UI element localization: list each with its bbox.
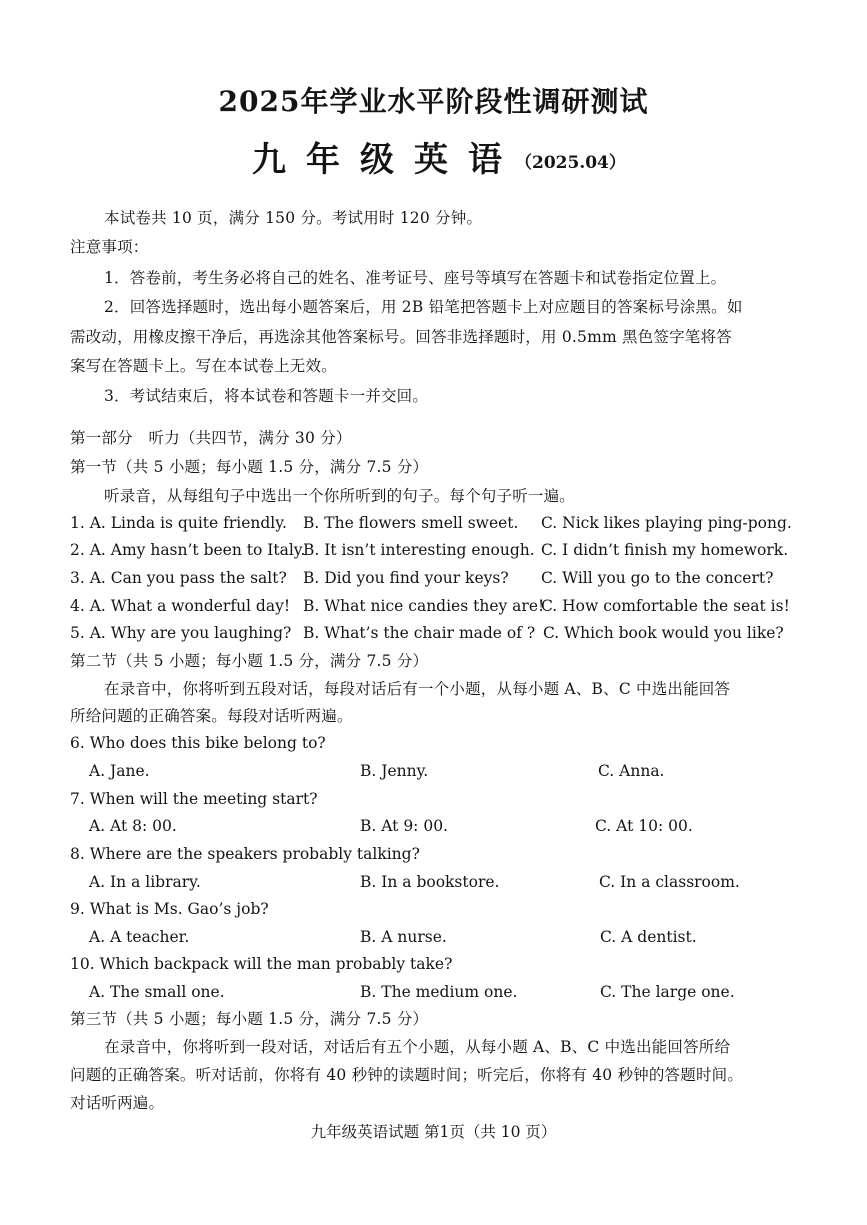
option-c: C. Will you go to the concert? [541, 569, 774, 587]
section3-instruction-cont: 问题的正确答案。听对话前，你将有 40 秒钟的读题时间；听完后，你将有 40 秒钟的答题时间。 [70, 1066, 744, 1084]
option-a: 3. A. Can you pass the salt? [70, 569, 287, 587]
section3-instruction-cont: 对话听两遍。 [70, 1094, 165, 1112]
exam-title: 2025年学业水平阶段性调研测试 [218, 85, 649, 118]
section3-heading: 第三节（共 5 小题；每小题 1.5 分，满分 7.5 分） [70, 1010, 429, 1028]
option-c: C. Nick likes playing ping-pong. [541, 514, 792, 532]
option-a: A. A teacher. [89, 928, 190, 946]
option-c: C. In a classroom. [599, 873, 740, 891]
option-a: A. In a library. [89, 873, 201, 891]
option-b: B. It isn’t interesting enough. [303, 541, 535, 559]
notice-item-3: 3．考试结束后，将本试卷和答题卡一并交回。 [104, 387, 429, 405]
page-footer: 九年级英语试题 第1页（共 10 页） [310, 1123, 557, 1141]
notice-item-1: 1．答卷前，考生务必将自己的姓名、准考证号、座号等填写在答题卡和试卷指定位置上。 [104, 269, 727, 287]
option-c: C. The large one. [600, 983, 735, 1001]
option-b: B. At 9: 00. [360, 817, 448, 835]
section3-instruction: 在录音中，你将听到一段对话，对话后有五个小题，从每小题 A、B、C 中选出能回答所给 [104, 1038, 731, 1056]
option-b: B. What nice candies they are! [303, 597, 545, 615]
option-b: B. A nurse. [360, 928, 447, 946]
option-c: C. A dentist. [600, 928, 697, 946]
option-a: 5. A. Why are you laughing? [70, 624, 292, 642]
option-b: B. In a bookstore. [360, 873, 500, 891]
notice-item-2-cont: 案写在答题卡上。写在本试卷上无效。 [70, 357, 337, 375]
notice-item-2: 2．回答选择题时，选出每小题答案后，用 2B 铅笔把答题卡上对应题目的答案标号涂黑。如 [104, 298, 743, 316]
section2-instruction-cont: 所给问题的正确答案。每段对话听两遍。 [70, 707, 353, 725]
option-a: A. The small one. [89, 983, 225, 1001]
question-stem: 9. What is Ms. Gao’s job? [70, 900, 269, 918]
option-c: C. Which book would you like? [543, 624, 784, 642]
part1-heading: 第一部分 听力（共四节，满分 30 分） [70, 429, 352, 447]
option-a: A. Jane. [89, 762, 150, 780]
section1-instruction: 听录音，从每组句子中选出一个你所听到的句子。每个句子听一遍。 [104, 487, 576, 505]
option-c: C. How comfortable the seat is! [541, 597, 790, 615]
section1-heading: 第一节（共 5 小题；每小题 1.5 分，满分 7.5 分） [70, 458, 429, 476]
question-stem: 8. Where are the speakers probably talking? [70, 845, 420, 863]
section2-instruction: 在录音中，你将听到五段对话，每段对话后有一个小题，从每小题 A、B、C 中选出能回答 [104, 680, 731, 698]
question-stem: 10. Which backpack will the man probably take? [70, 955, 453, 973]
exam-subject: 九年级英语 [252, 140, 522, 180]
section2-heading: 第二节（共 5 小题；每小题 1.5 分，满分 7.5 分） [70, 652, 429, 670]
option-c: C. At 10: 00. [595, 817, 693, 835]
option-b: B. The medium one. [360, 983, 518, 1001]
option-b: B. Did you find your keys? [303, 569, 509, 587]
notice-heading: 注意事项： [70, 238, 149, 256]
option-a: 1. A. Linda is quite friendly. [70, 514, 287, 532]
option-c: C. Anna. [598, 762, 665, 780]
option-c: C. I didn’t finish my homework. [541, 541, 789, 559]
exam-date: （2025.04） [515, 153, 626, 173]
option-b: B. What’s the chair made of ? [303, 624, 536, 642]
option-b: B. The flowers smell sweet. [303, 514, 519, 532]
option-a: 2. A. Amy hasn’t been to Italy. [70, 541, 306, 559]
intro-line: 本试卷共 10 页，满分 150 分。考试用时 120 分钟。 [104, 209, 483, 227]
option-b: B. Jenny. [360, 762, 429, 780]
notice-item-2-cont: 需改动，用橡皮擦干净后，再选涂其他答案标号。回答非选择题时，用 0.5mm 黑色签字笔将答 [70, 328, 732, 346]
option-a: A. At 8: 00. [89, 817, 177, 835]
question-stem: 7. When will the meeting start? [70, 790, 318, 808]
option-a: 4. A. What a wonderful day! [70, 597, 291, 615]
question-stem: 6. Who does this bike belong to? [70, 734, 326, 752]
